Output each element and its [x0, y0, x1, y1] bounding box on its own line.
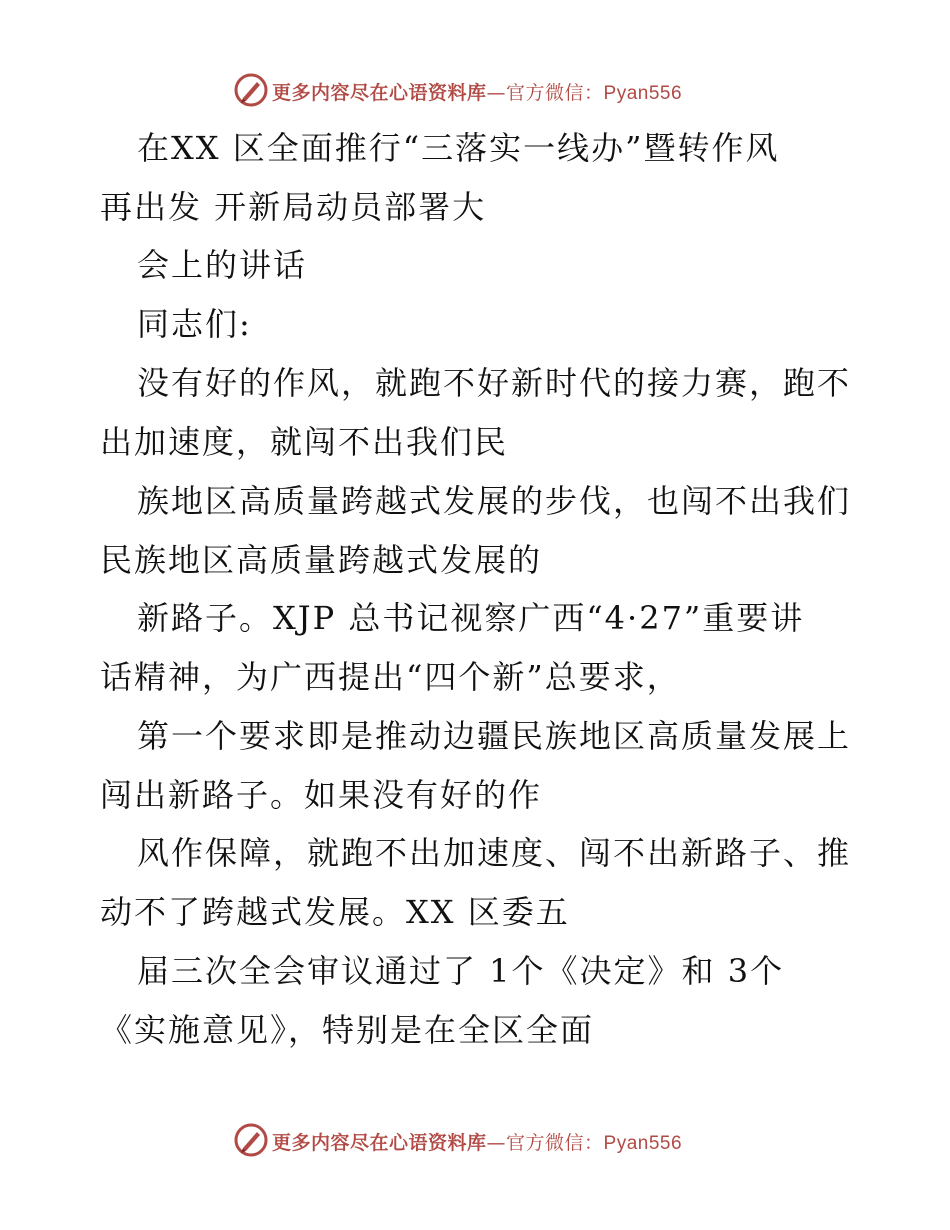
- watermark-text: [272, 78, 682, 105]
- salutation: 同志们:: [137, 305, 252, 343]
- paragraph-line: 话精神，为广西提出“四个新”总要求，: [100, 658, 681, 696]
- paragraph-line: 族地区高质量跨越式发展的步伐，也闯不出我们: [137, 482, 852, 520]
- title-line-2: 再出发 开新局动员部署大: [100, 188, 487, 226]
- footer-watermark: [0, 1120, 950, 1160]
- paragraph-line: 新路子。XJP 总书记视察广西“4·27”重要讲: [137, 599, 805, 637]
- watermark-separator: —: [486, 1132, 507, 1154]
- watermark-wechat-label: 官方微信：: [506, 1132, 604, 1154]
- paragraph-line: 《实施意见》，特别是在全区全面: [100, 1011, 595, 1049]
- watermark-text: [272, 1128, 682, 1155]
- title-line-1: 在XX 区全面推行“三落实一线办”暨转作风: [137, 129, 780, 167]
- paragraph-line: 届三次全会审议通过了 1个《决定》和 3个: [137, 952, 785, 990]
- paragraph-line: 动不了跨越式发展。XX 区委五: [100, 893, 570, 931]
- watermark-main: 更多内容尽在心语资料库: [272, 1132, 487, 1154]
- paragraph-line: 民族地区高质量跨越式发展的: [100, 541, 543, 579]
- paragraph-line: 闯出新路子。如果没有好的作: [100, 776, 543, 814]
- title-line-3: 会上的讲话: [137, 246, 308, 284]
- watermark-wechat-label: 官方微信：: [506, 82, 604, 104]
- pen-logo-icon: [233, 1122, 269, 1158]
- watermark-main: 更多内容尽在心语资料库: [272, 82, 487, 104]
- paragraph-line: 风作保障，就跑不出加速度、闯不出新路子、推: [137, 834, 852, 872]
- watermark-wechat-id: Pyan556: [603, 83, 683, 104]
- pen-logo-icon: [233, 72, 269, 108]
- header-watermark: [0, 70, 950, 110]
- watermark-wechat-id: Pyan556: [603, 1133, 683, 1154]
- paragraph-line: 出加速度，就闯不出我们民: [100, 423, 509, 461]
- paragraph-line: 第一个要求即是推动边疆民族地区高质量发展上: [137, 717, 852, 755]
- watermark-separator: —: [486, 82, 507, 104]
- paragraph-line: 没有好的作风，就跑不好新时代的接力赛，跑不: [137, 364, 852, 402]
